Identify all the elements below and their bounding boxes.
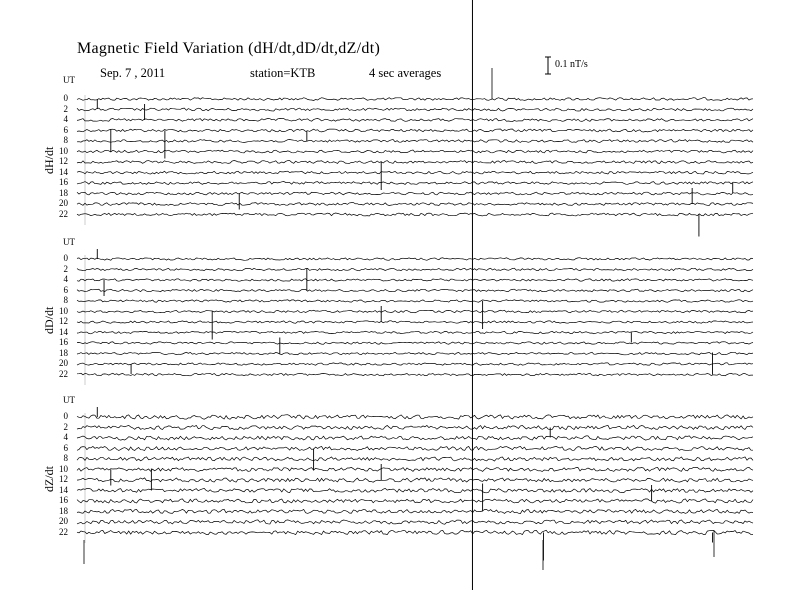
hour-tick-dddt-10: 10 <box>59 305 68 316</box>
hour-tick-dhdt-14: 14 <box>59 166 68 177</box>
hour-tick-dzdt-2: 2 <box>63 421 68 432</box>
hour-tick-dddt-12: 12 <box>59 316 68 326</box>
hour-tick-dhdt-2: 2 <box>63 103 68 114</box>
trace-dhdt-20 <box>77 203 753 206</box>
trace-dddt-4 <box>77 279 753 281</box>
trace-dzdt-22 <box>77 530 753 534</box>
chart-title: Magnetic Field Variation (dH/dt,dD/dt,dZ/dt) <box>77 40 381 57</box>
hour-tick-dzdt-6: 6 <box>63 442 68 453</box>
hour-tick-dhdt-6: 6 <box>63 124 68 135</box>
hour-tick-dddt-22: 22 <box>59 368 68 379</box>
hour-tick-dhdt-0: 0 <box>63 93 68 103</box>
trace-dzdt-4 <box>77 436 753 440</box>
trace-dddt-12 <box>77 321 753 324</box>
trace-dddt-14 <box>77 331 753 334</box>
hour-tick-dhdt-16: 16 <box>59 177 68 187</box>
trace-dhdt-6 <box>77 129 753 132</box>
hour-tick-dhdt-20: 20 <box>59 198 68 208</box>
hour-tick-dzdt-4: 4 <box>63 432 68 442</box>
trace-dhdt-22 <box>77 213 753 216</box>
trace-dddt-16 <box>77 342 753 345</box>
hour-tick-dhdt-4: 4 <box>63 114 68 124</box>
hour-tick-dzdt-12: 12 <box>59 474 68 484</box>
trace-dddt-10 <box>77 310 753 313</box>
trace-dhdt-16 <box>77 182 753 185</box>
hour-tick-dddt-0: 0 <box>63 253 68 263</box>
hour-tick-dhdt-10: 10 <box>59 145 68 156</box>
trace-dhdt-14 <box>77 171 753 174</box>
trace-dhdt-12 <box>77 161 753 164</box>
date-label: Sep. 7 , 2011 <box>100 66 166 80</box>
trace-dddt-20 <box>77 363 753 366</box>
hour-tick-dddt-6: 6 <box>63 284 68 295</box>
trace-dhdt-8 <box>77 140 753 143</box>
hour-tick-dhdt-22: 22 <box>59 208 68 219</box>
trace-dzdt-12 <box>77 478 753 482</box>
trace-dhdt-10 <box>77 150 753 153</box>
trace-dddt-2 <box>77 268 753 271</box>
hour-tick-dddt-16: 16 <box>59 337 68 347</box>
trace-dzdt-6 <box>77 446 753 450</box>
trace-dhdt-18 <box>77 192 753 195</box>
ut-label-dhdt: UT <box>63 75 75 85</box>
ut-label-dzdt: UT <box>63 395 75 405</box>
averaging-label: 4 sec averages <box>369 66 442 80</box>
hour-tick-dzdt-0: 0 <box>63 411 68 421</box>
hour-tick-dddt-2: 2 <box>63 263 68 274</box>
trace-dddt-22 <box>77 373 753 376</box>
trace-dhdt-4 <box>77 119 753 122</box>
hour-tick-dzdt-10: 10 <box>59 463 68 474</box>
hour-tick-dhdt-18: 18 <box>59 187 68 198</box>
hour-tick-dzdt-16: 16 <box>59 495 68 505</box>
hour-tick-dddt-20: 20 <box>59 358 68 368</box>
hour-tick-dhdt-12: 12 <box>59 156 68 166</box>
hour-tick-dhdt-8: 8 <box>63 135 68 145</box>
trace-dzdt-0 <box>77 415 753 420</box>
hour-tick-dzdt-18: 18 <box>59 505 68 516</box>
hour-tick-dddt-8: 8 <box>63 295 68 305</box>
trace-dhdt-2 <box>77 108 753 111</box>
trace-dddt-18 <box>77 352 753 355</box>
trace-dhdt-0 <box>77 98 753 101</box>
trace-dzdt-8 <box>77 457 753 461</box>
hour-tick-dddt-4: 4 <box>63 274 68 284</box>
trace-dzdt-10 <box>77 467 753 471</box>
trace-dzdt-18 <box>77 509 753 513</box>
trace-dddt-8 <box>77 300 753 303</box>
ylabel-dddt: dD/dt <box>42 306 56 334</box>
scale-bar-label: 0.1 nT/s <box>555 59 588 70</box>
hour-tick-dzdt-20: 20 <box>59 516 68 526</box>
hour-tick-dzdt-22: 22 <box>59 526 68 537</box>
ut-label-dddt: UT <box>63 237 75 247</box>
hour-tick-dddt-18: 18 <box>59 347 68 358</box>
hour-tick-dzdt-8: 8 <box>63 453 68 463</box>
trace-dzdt-2 <box>77 425 753 429</box>
hour-tick-dddt-14: 14 <box>59 326 68 337</box>
trace-dzdt-20 <box>77 520 753 524</box>
ylabel-dhdt: dH/dt <box>42 146 56 174</box>
station-label: station=KTB <box>250 66 316 80</box>
trace-dddt-6 <box>77 289 753 292</box>
ylabel-dzdt: dZ/dt <box>42 466 56 492</box>
trace-dddt-0 <box>77 258 753 261</box>
hour-tick-dzdt-14: 14 <box>59 484 68 495</box>
